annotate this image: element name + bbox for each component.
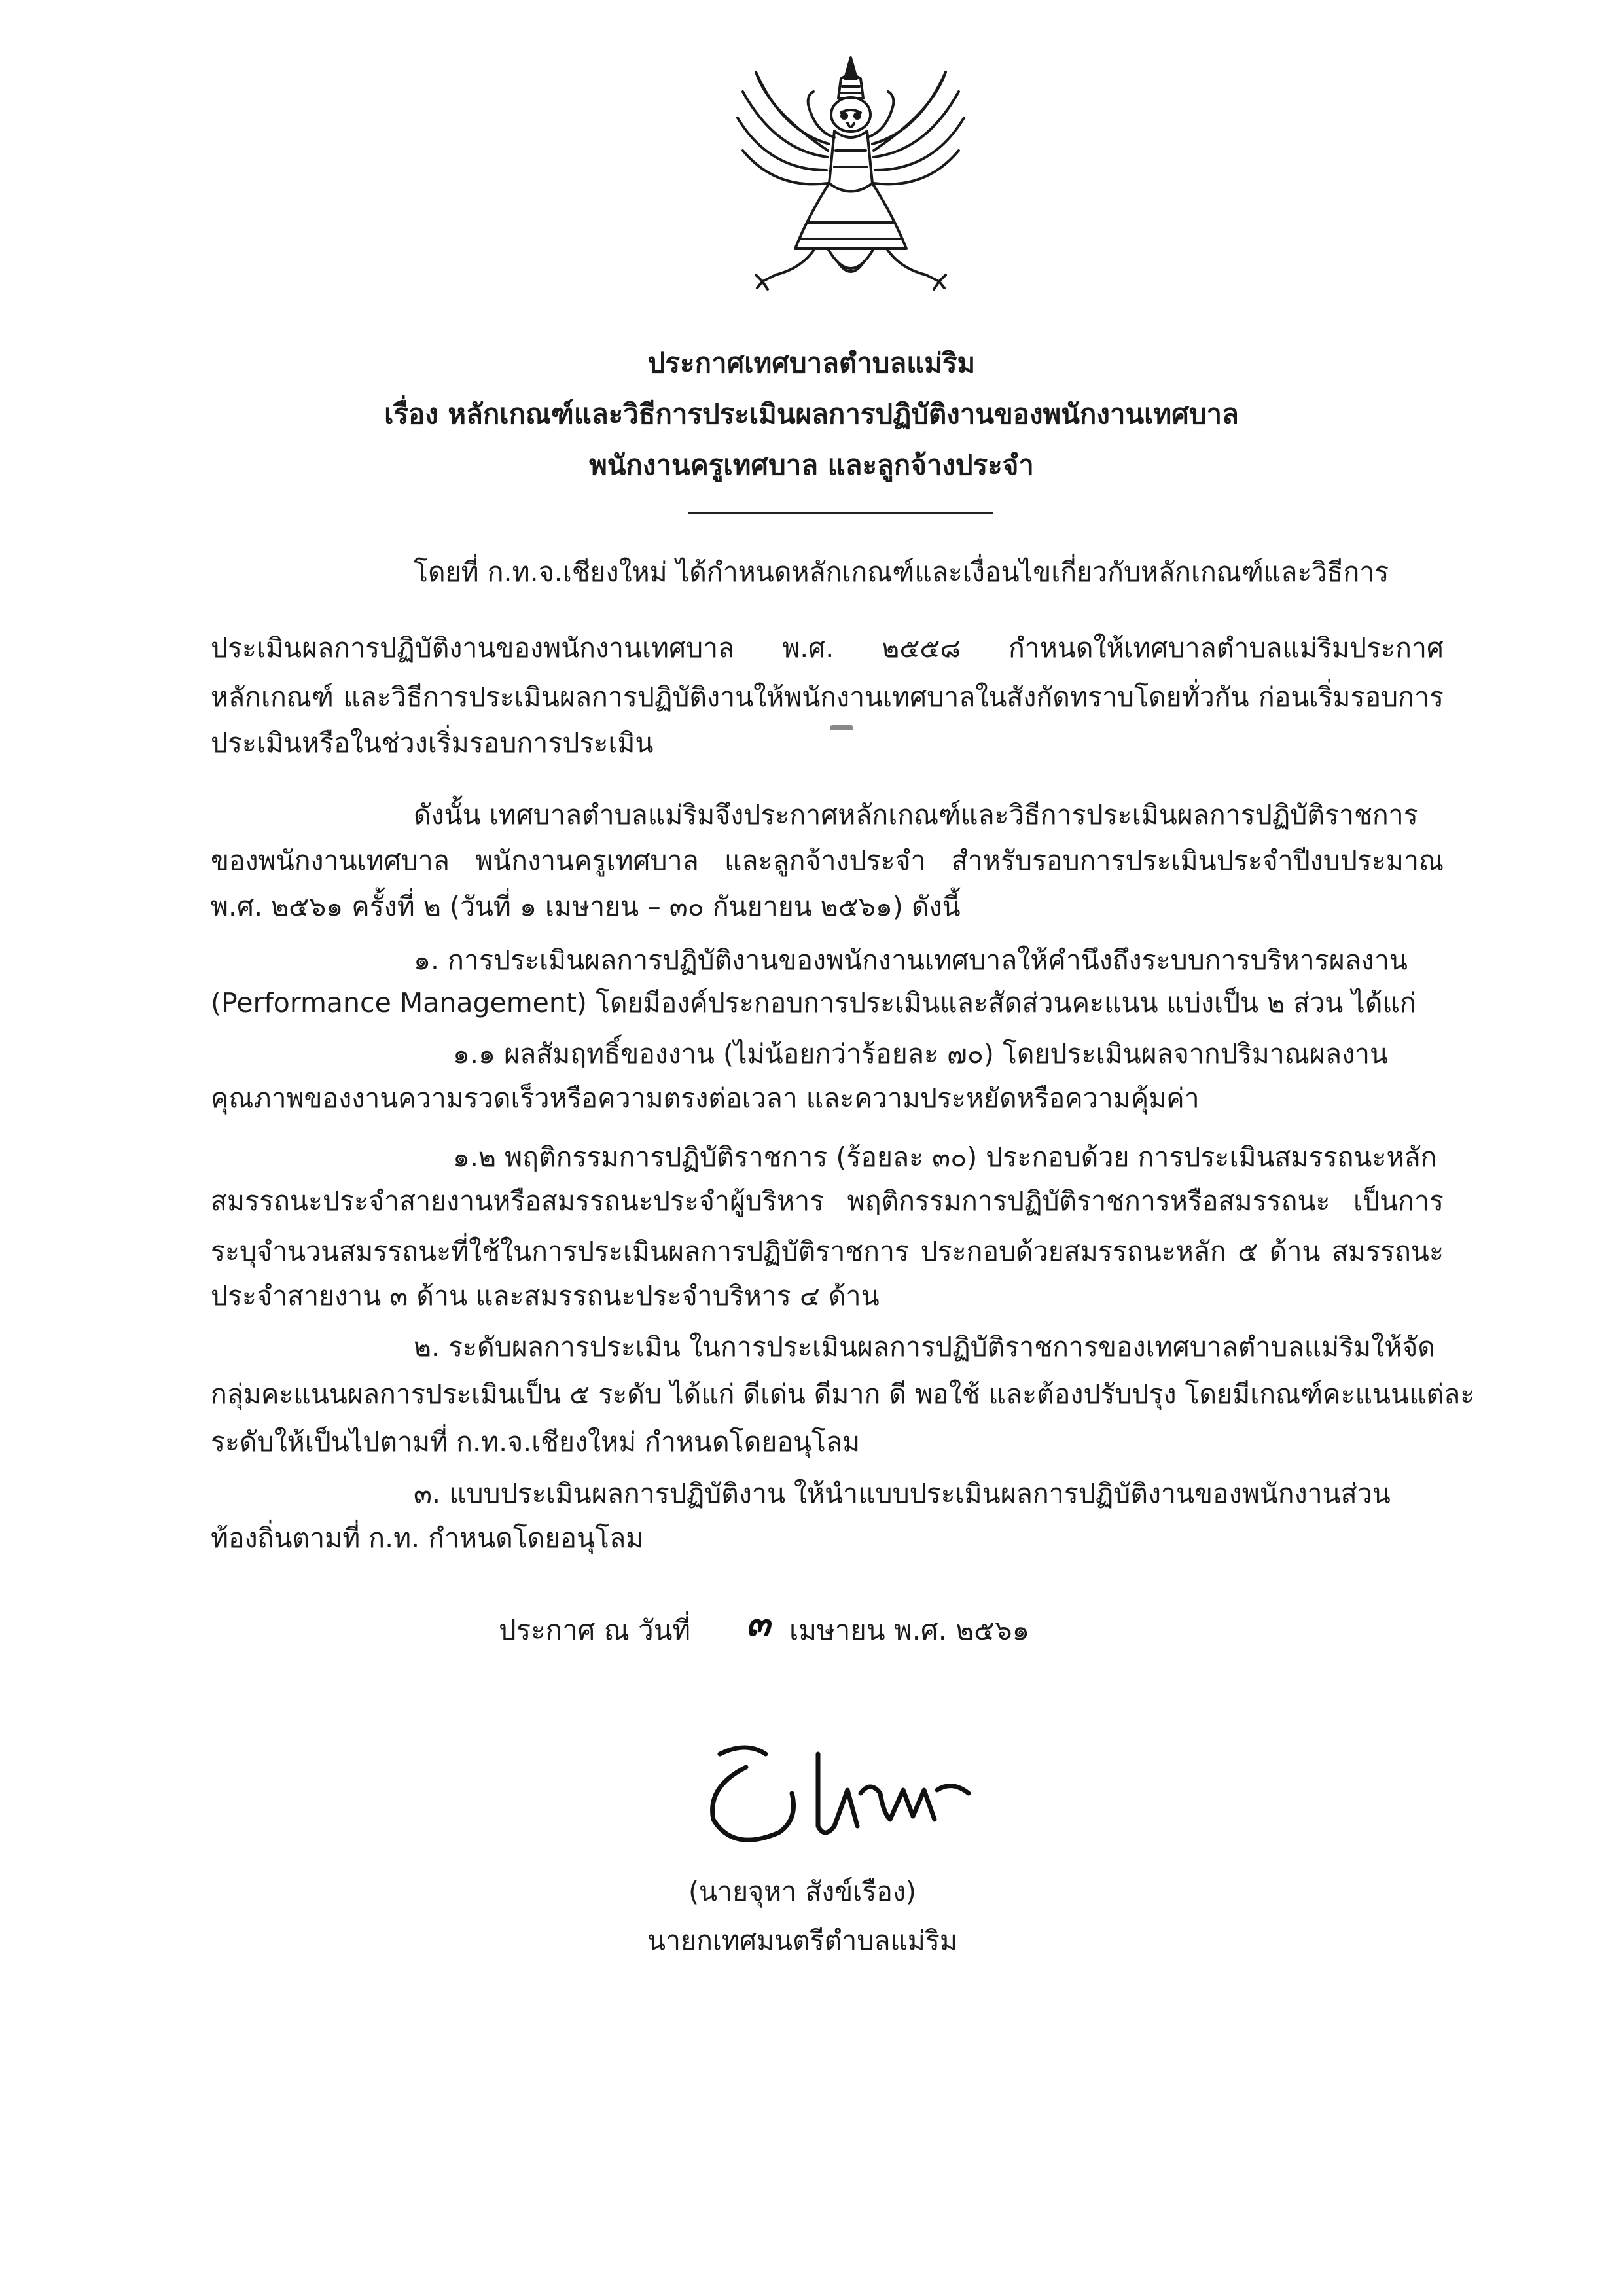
paragraph-2-line-3: พ.ศ. ๒๕๖๑ ครั้งที่ ๒ (วันที่ ๑ เมษายน – ๓๐ กันยายน ๒๕๖๑) ดังนี้ (211, 891, 961, 922)
paragraph-1-line-3: หลักเกณฑ์ และวิธีการประเมินผลการปฏิบัติงานให้พนักงานเทศบาลในสังกัดทราบโดยทั่วกัน ก่อนเริ่มรอบการ (211, 681, 1444, 713)
garuda-emblem-icon (730, 52, 972, 301)
paragraph-1-line-4: ประเมินหรือในช่วงเริ่มรอบการประเมิน (211, 727, 654, 759)
date-prefix: ประกาศ ณ วันที่ (499, 1614, 691, 1646)
item-1-line-2: (Performance Management) โดยมีองค์ประกอบการประเมินและสัดส่วนคะแนน แบ่งเป็น ๒ ส่วน ได้แก่ (211, 987, 1416, 1018)
item-2-line-2: กลุ่มคะแนนผลการประเมินเป็น ๕ ระดับ ได้แก่ ดีเด่น ดีมาก ดี พอใช้ และต้องปรับปรุง โดยมีเกณฑ์คะแนนแต่ละ (211, 1378, 1475, 1410)
paragraph-2-line-2: ของพนักงานเทศบาล พนักงานครูเทศบาล และลูกจ้างประจำ สำหรับรอบการประเมินประจำปีงบประมาณ (211, 845, 1444, 876)
item-3-line-2: ท้องถิ่นตามที่ ก.ท. กำหนดโดยอนุโลม (211, 1522, 644, 1554)
date-day: ๓ (746, 1603, 770, 1644)
scan-speck (830, 725, 853, 730)
title-divider (688, 512, 993, 514)
item-3-line-1: ๓. แบบประเมินผลการปฏิบัติงาน ให้นำแบบประเมินผลการปฏิบัติงานของพนักงานส่วน (414, 1478, 1391, 1509)
item-1-1-line-1: ๑.๑ ผลสัมฤทธิ์ของงาน (ไม่น้อยกว่าร้อยละ ๗๐) โดยประเมินผลจากปริมาณผลงาน (453, 1038, 1389, 1069)
paragraph-1-line-2: ประเมินผลการปฏิบัติงานของพนักงานเทศบาล พ.ศ. ๒๕๕๘ กำหนดให้เทศบาลตำบลแม่ริมประกาศ (211, 632, 1444, 664)
signatory-name: (นายจุหา สังข์เรือง) (688, 1876, 916, 1907)
signatory-position: นายกเทศมนตรีตำบลแม่ริม (647, 1925, 957, 1956)
item-1-2-line-3: ระบุจำนวนสมรรถนะที่ใช้ในการประเมินผลการปฏิบัติราชการ ประกอบด้วยสมรรถนะหลัก ๕ ด้าน สมรรถนะ (211, 1236, 1444, 1267)
date-month-year: เมษายน พ.ศ. ๒๕๖๑ (789, 1614, 1030, 1646)
paragraph-1-line-1: โดยที่ ก.ท.จ.เชียงใหม่ ได้กำหนดหลักเกณฑ์และเงื่อนไขเกี่ยวกับหลักเกณฑ์และวิธีการ (414, 556, 1389, 588)
announcement-title: ประกาศเทศบาลตำบลแม่ริม (647, 347, 976, 379)
handwritten-signature-icon (694, 1728, 995, 1859)
item-1-line-1: ๑. การประเมินผลการปฏิบัติงานของพนักงานเทศบาลให้คำนึงถึงระบบการบริหารผลงาน (414, 944, 1408, 976)
item-1-2-line-4: ประจำสายงาน ๓ ด้าน และสมรรถนะประจำบริหาร ๔ ด้าน (211, 1280, 880, 1312)
item-1-2-line-2: สมรรถนะประจำสายงานหรือสมรรถนะประจำผู้บริหาร พฤติกรรมการปฏิบัติราชการหรือสมรรถนะ เป็นการ (211, 1185, 1444, 1217)
item-2-line-3: ระดับให้เป็นไปตามที่ ก.ท.จ.เชียงใหม่ กำหนดโดยอนุโลม (211, 1426, 861, 1458)
item-1-1-line-2: คุณภาพของงานความรวดเร็วหรือความตรงต่อเวลา และความประหยัดหรือความคุ้มค่า (211, 1083, 1200, 1114)
paragraph-2-line-1: ดังนั้น เทศบาลตำบลแม่ริมจึงประกาศหลักเกณฑ์และวิธีการประเมินผลการปฏิบัติราชการ (414, 799, 1418, 831)
announcement-subject-continued: พนักงานครูเทศบาล และลูกจ้างประจำ (589, 449, 1034, 481)
announcement-subject: เรื่อง หลักเกณฑ์และวิธีการประเมินผลการปฏิบัติงานของพนักงานเทศบาล (384, 398, 1239, 430)
item-2-line-1: ๒. ระดับผลการประเมิน ในการประเมินผลการปฏิบัติราชการของเทศบาลตำบลแม่ริมให้จัด (414, 1331, 1435, 1363)
item-1-2-line-1: ๑.๒ พฤติกรรมการปฏิบัติราชการ (ร้อยละ ๓๐) ประกอบด้วย การประเมินสมรรถนะหลัก (453, 1141, 1437, 1173)
